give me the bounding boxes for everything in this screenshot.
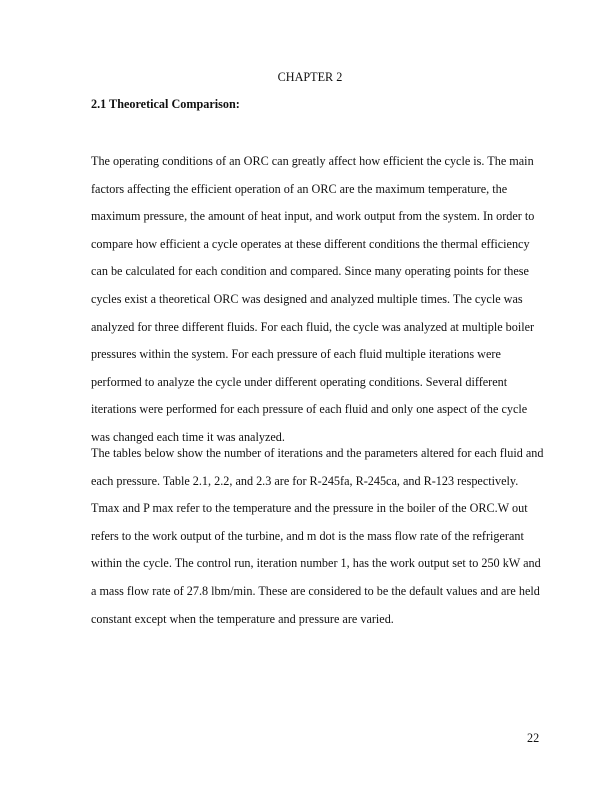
text-line: factors affecting the efficient operation of an ORC are the maximum temperature, the [91, 181, 508, 196]
text-line: The operating conditions of an ORC can greatly affect how efficient the cycle is. The main [91, 154, 534, 168]
page-number: 22 [527, 731, 540, 745]
text-line: refers to the work output of the turbine, and m dot is the mass flow rate of the refrigerant [91, 528, 524, 543]
text-line: cycles exist a theoretical ORC was designed and analyzed multiple times. The cycle was [91, 291, 523, 306]
section-heading: 2.1 Theoretical Comparison: [91, 97, 240, 111]
paragraph-2 [91, 446, 543, 639]
text-line: can be calculated for each condition and compared. Since many operating points for these [91, 264, 529, 279]
text-line: within the cycle. The control run, iteration number 1, has the work output set to 250 kW and [91, 556, 541, 571]
text-line: constant except when the temperature and pressure are varied. [91, 611, 394, 626]
text-line: Tmax and P max refer to the temperature and the pressure in the boiler of the ORC.W out [91, 501, 528, 516]
text-line: each pressure. Table 2.1, 2.2, and 2.3 are for R-245fa, R-245ca, and R-123 respectively. [91, 473, 519, 488]
text-line: a mass flow rate of 27.8 lbm/min. These are considered to be the default values and are held [91, 583, 540, 598]
text-line: maximum pressure, the amount of heat input, and work output from the system. In order to [91, 209, 535, 224]
text-line: performed to analyze the cycle under different operating conditions. Several different [91, 374, 508, 389]
text-line: The tables below show the number of iterations and the parameters altered for each fluid and [91, 446, 544, 460]
text-line: analyzed for three different fluids. For each fluid, the cycle was analyzed at multiple boiler [91, 319, 535, 334]
chapter-title: CHAPTER 2 [277, 70, 343, 84]
text-line: iterations were performed for each pressure of each fluid and only one aspect of the cycle [91, 402, 528, 417]
text-line: pressures within the system. For each pressure of each fluid multiple iterations were [91, 347, 501, 362]
paragraph-1 [91, 154, 534, 458]
text-line: compare how efficient a cycle operates at these different conditions the thermal efficiency [91, 236, 530, 251]
text-line: was changed each time it was analyzed. [91, 429, 285, 444]
